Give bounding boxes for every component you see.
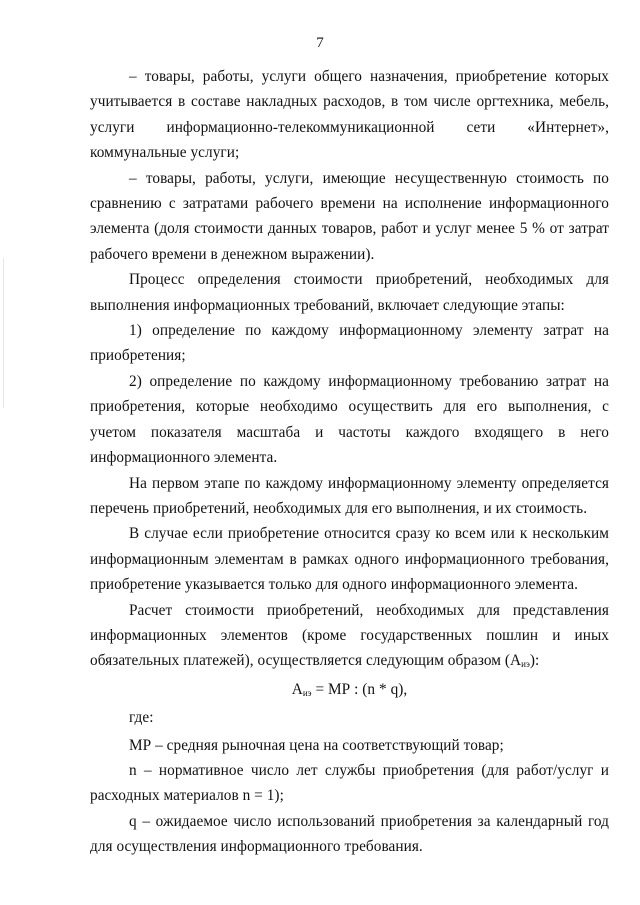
- definition-q: q – ожидаемое число использований приобретения за календарный год для осуществления информационного требования.: [90, 812, 609, 856]
- where-label: где:: [129, 709, 154, 727]
- scan-edge-mark: [3, 258, 4, 408]
- formula-rhs: = МР : (n * q),: [311, 680, 408, 698]
- calculation-suffix: ):: [529, 652, 540, 670]
- document-body: [90, 64, 609, 860]
- page-number: 7: [316, 35, 324, 51]
- paragraph-stage-1: 1) определение по каждому информационному элементу затрат на приобретения;: [90, 322, 609, 365]
- calculation-text: Расчет стоимости приобретений, необходимых для представления информационных элементов (кроме государственных пошлин и иных обязательных платежей), осуществляется следующим образом (А: [90, 601, 609, 670]
- paragraph-process-stages: Процесс определения стоимости приобретений, необходимых для выполнения информационных требований, включает следующие этапы:: [90, 271, 609, 314]
- paragraph-calculation: [90, 598, 609, 674]
- paragraph-general-goods: – товары, работы, услуги общего назначения, приобретение которых учитывается в составе накладных расходов, в том числе оргтехника, мебель, услуги информационно-телекоммуникационной сети «Интернет», коммунальные услуги;: [90, 68, 609, 162]
- formula-lhs: А: [291, 680, 303, 698]
- paragraph-stage-2: 2) определение по каждому информационному требованию затрат на приобретения, которые необходимо осуществить для его выполнения, с учетом показателя масштаба и частоты каждого входящего в него информационного элемента.: [90, 372, 609, 467]
- definition-n: n – нормативное число лет службы приобретения (для работ/услуг и расходных материалов n = 1);: [90, 761, 609, 805]
- paragraph-minor-cost-goods: – товары, работы, услуги, имеющие несущественную стоимость по сравнению с затратами рабочего времени на исполнение информационного элемента (доля стоимости данных товаров, работ и услуг менее 5 % от затрат рабочего времени в денежном выражении).: [90, 169, 609, 263]
- paragraph-first-stage: На первом этапе по каждому информационному элементу определяется перечень приобретений, необходимых для его выполнения, и их стоимость.: [90, 474, 609, 517]
- paragraph-shared-acquisition: В случае если приобретение относится сразу ко всем или к нескольким информационным элементам в рамках одного информационного требования, приобретение указывается только для одного информационного элемента.: [90, 525, 609, 594]
- definition-mp: МР – средняя рыночная цена на соответствующий товар;: [129, 736, 504, 754]
- calculation-subscript: иэ: [521, 659, 530, 670]
- formula-lhs-subscript: иэ: [302, 687, 312, 698]
- formula: [90, 677, 609, 702]
